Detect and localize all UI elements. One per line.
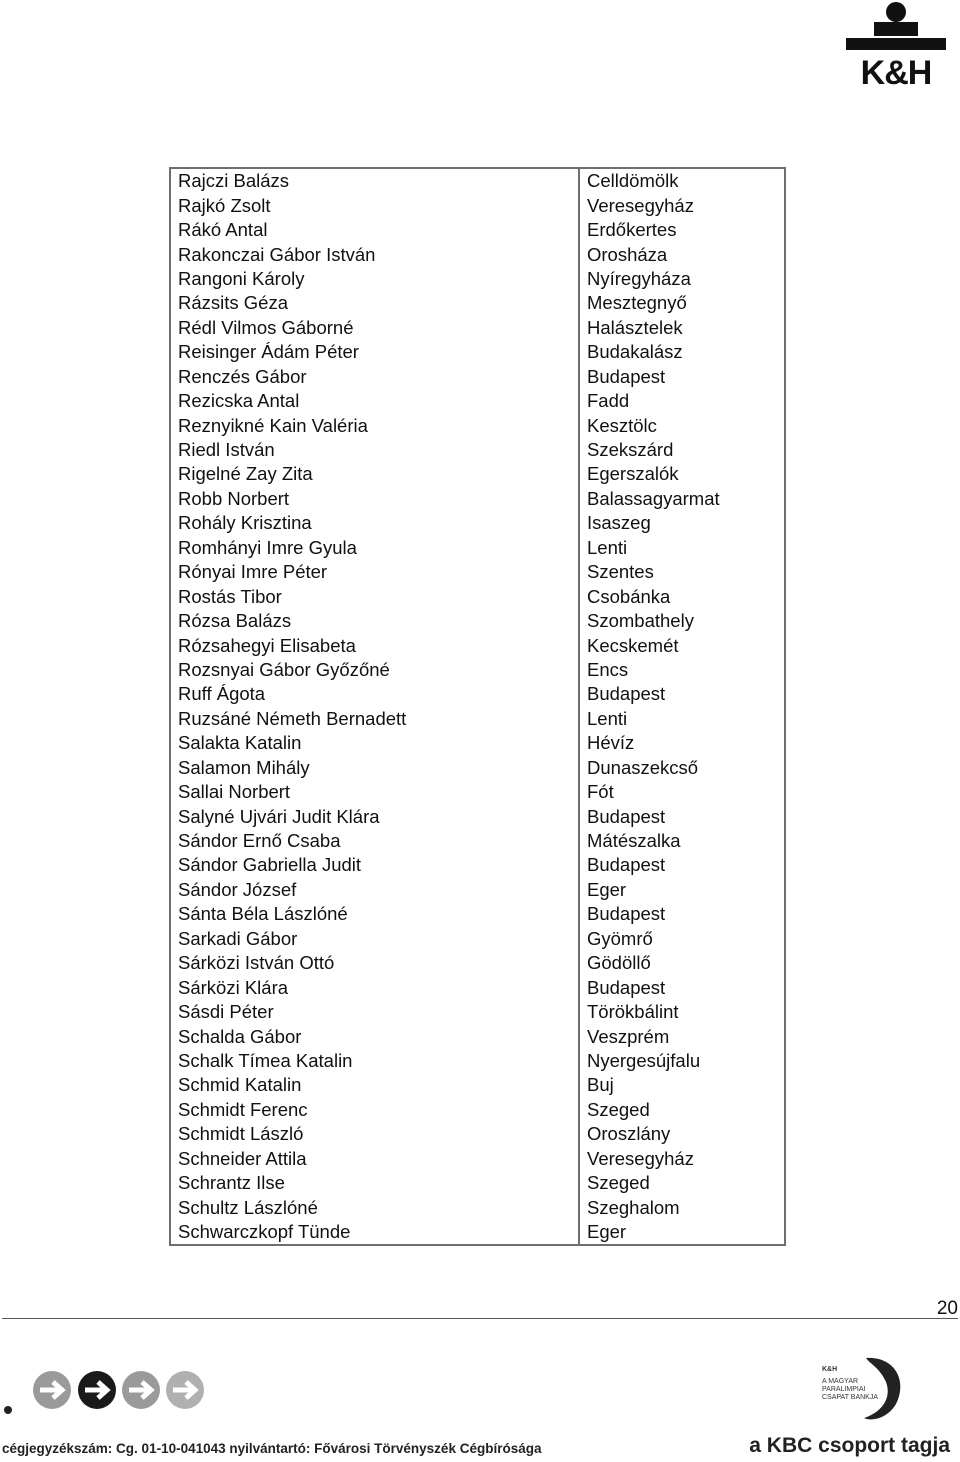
participant-name: Reisinger Ádám Péter	[170, 340, 579, 364]
participant-city: Nyergesújfalu	[579, 1049, 785, 1073]
participant-name: Rakonczai Gábor István	[170, 242, 579, 266]
table-row	[170, 804, 785, 828]
participant-name: Sarkadi Gábor	[170, 927, 579, 951]
table-row	[170, 902, 785, 926]
company-registry-text: cégjegyzékszám: Cg. 01-10-041043 nyilvántartó: Fővárosi Törvényszék Cégbírósága	[2, 1441, 542, 1456]
participant-name: Riedl István	[170, 438, 579, 462]
participant-city: Oroszlány	[579, 1122, 785, 1146]
participant-city: Budapest	[579, 682, 785, 706]
table-row	[170, 168, 785, 193]
table-row	[170, 389, 785, 413]
emblem-line: CSAPAT BANKJA	[822, 1394, 879, 1401]
kh-logo-mark	[840, 0, 952, 60]
table-row	[170, 487, 785, 511]
participant-name: Sásdi Péter	[170, 1000, 579, 1024]
table-row	[170, 1000, 785, 1024]
table-row	[170, 218, 785, 242]
participant-name: Rangoni Károly	[170, 267, 579, 291]
participant-name: Sárközi István Ottó	[170, 951, 579, 975]
participant-name: Reznyikné Kain Valéria	[170, 413, 579, 437]
participant-name: Sándor Gabriella Judit	[170, 853, 579, 877]
participant-name: Schrantz Ilse	[170, 1171, 579, 1195]
participant-city: Budapest	[579, 365, 785, 389]
table-row	[170, 975, 785, 999]
participant-name: Rákó Antal	[170, 218, 579, 242]
participant-name: Rajkó Zsolt	[170, 193, 579, 217]
participant-name: Salakta Katalin	[170, 731, 579, 755]
table-row	[170, 756, 785, 780]
participant-city: Szeged	[579, 1098, 785, 1122]
participant-name: Rezicska Antal	[170, 389, 579, 413]
table-row	[170, 633, 785, 657]
table-row	[170, 609, 785, 633]
participant-city: Mátészalka	[579, 829, 785, 853]
table-row	[170, 462, 785, 486]
footer-arrow-icons	[0, 1366, 220, 1416]
participant-city: Szentes	[579, 560, 785, 584]
table-row	[170, 438, 785, 462]
participant-city: Celldömölk	[579, 168, 785, 193]
table-row	[170, 193, 785, 217]
table-row	[170, 829, 785, 853]
participant-name: Sándor Ernő Csaba	[170, 829, 579, 853]
table-row	[170, 536, 785, 560]
table-row	[170, 927, 785, 951]
participant-city: Nyíregyháza	[579, 267, 785, 291]
participant-name: Ruff Ágota	[170, 682, 579, 706]
table-row	[170, 1195, 785, 1219]
participant-city: Halásztelek	[579, 316, 785, 340]
participant-city: Budakalász	[579, 340, 785, 364]
participant-city: Isaszeg	[579, 511, 785, 535]
participant-city: Budapest	[579, 804, 785, 828]
table-row	[170, 1147, 785, 1171]
participant-name: Rédl Vilmos Gáborné	[170, 316, 579, 340]
table-row	[170, 291, 785, 315]
participant-name: Schmidt László	[170, 1122, 579, 1146]
participant-name: Rostás Tibor	[170, 584, 579, 608]
participant-city: Mesztegnyő	[579, 291, 785, 315]
page-number: 20	[936, 1298, 958, 1319]
table-row	[170, 731, 785, 755]
participant-name: Schmid Katalin	[170, 1073, 579, 1097]
participant-name: Rajczi Balázs	[170, 168, 579, 193]
table-row	[170, 878, 785, 902]
table-row	[170, 365, 785, 389]
participant-name: Schalda Gábor	[170, 1024, 579, 1048]
participant-name: Sallai Norbert	[170, 780, 579, 804]
participant-city: Fót	[579, 780, 785, 804]
table-row	[170, 1073, 785, 1097]
participant-city: Erdőkertes	[579, 218, 785, 242]
participant-city: Fadd	[579, 389, 785, 413]
participant-city: Buj	[579, 1073, 785, 1097]
participant-name: Sárközi Klára	[170, 975, 579, 999]
participant-city: Budapest	[579, 902, 785, 926]
participant-name: Rozsnyai Gábor Győzőné	[170, 658, 579, 682]
emblem-line: A MAGYAR	[822, 1378, 859, 1385]
participant-city: Gyömrő	[579, 927, 785, 951]
participant-city: Veresegyház	[579, 1147, 785, 1171]
table-row	[170, 853, 785, 877]
kh-logo	[840, 0, 952, 92]
table-row	[170, 1220, 785, 1245]
table-row	[170, 658, 785, 682]
table-row	[170, 511, 785, 535]
participant-name: Schwarczkopf Tünde	[170, 1220, 579, 1245]
participant-name: Salyné Ujvári Judit Klára	[170, 804, 579, 828]
participant-name: Rohály Krisztina	[170, 511, 579, 535]
participant-city: Budapest	[579, 975, 785, 999]
table-row	[170, 1049, 785, 1073]
participant-name: Sánta Béla Lászlóné	[170, 902, 579, 926]
participant-name: Schmidt Ferenc	[170, 1098, 579, 1122]
participant-city: Kesztölc	[579, 413, 785, 437]
participant-name: Rózsa Balázs	[170, 609, 579, 633]
table-row	[170, 951, 785, 975]
participant-city: Hévíz	[579, 731, 785, 755]
participant-name: Salamon Mihály	[170, 756, 579, 780]
participant-name: Robb Norbert	[170, 487, 579, 511]
participant-city: Encs	[579, 658, 785, 682]
kbc-tagline: a KBC csoport tagja	[749, 1434, 950, 1457]
participant-city: Balassagyarmat	[579, 487, 785, 511]
footer-divider	[2, 1318, 958, 1319]
participant-city: Dunaszekcső	[579, 756, 785, 780]
participant-table	[169, 167, 786, 1246]
table-row	[170, 413, 785, 437]
participant-city: Eger	[579, 1220, 785, 1245]
participant-name: Romhányi Imre Gyula	[170, 536, 579, 560]
participant-city: Egerszalók	[579, 462, 785, 486]
participant-city: Törökbálint	[579, 1000, 785, 1024]
emblem-line: K&H	[822, 1366, 838, 1373]
participant-city: Lenti	[579, 536, 785, 560]
participant-city: Kecskemét	[579, 633, 785, 657]
participant-name: Rigelné Zay Zita	[170, 462, 579, 486]
participant-city: Budapest	[579, 853, 785, 877]
table-row	[170, 316, 785, 340]
participant-table-body	[170, 168, 785, 1245]
participant-city: Lenti	[579, 707, 785, 731]
table-row	[170, 1098, 785, 1122]
table-row	[170, 340, 785, 364]
participant-city: Szeghalom	[579, 1195, 785, 1219]
paralympic-emblem	[808, 1352, 912, 1424]
participant-name: Schneider Attila	[170, 1147, 579, 1171]
table-row	[170, 682, 785, 706]
table-row	[170, 242, 785, 266]
emblem-line: PARALIMPIAI	[822, 1386, 866, 1393]
table-row	[170, 1122, 785, 1146]
participant-city: Szombathely	[579, 609, 785, 633]
participant-name: Schalk Tímea Katalin	[170, 1049, 579, 1073]
participant-name: Sándor József	[170, 878, 579, 902]
footer-dot-icon	[4, 1406, 12, 1414]
participant-city: Csobánka	[579, 584, 785, 608]
table-row	[170, 707, 785, 731]
participant-city: Veszprém	[579, 1024, 785, 1048]
logo-wordmark: K&H	[860, 54, 932, 92]
table-row	[170, 1024, 785, 1048]
participant-name: Rázsits Géza	[170, 291, 579, 315]
table-row	[170, 267, 785, 291]
participant-city: Orosháza	[579, 242, 785, 266]
participant-city: Szekszárd	[579, 438, 785, 462]
participant-city: Veresegyház	[579, 193, 785, 217]
participant-name: Rónyai Imre Péter	[170, 560, 579, 584]
table-row	[170, 780, 785, 804]
participant-name: Rózsahegyi Elisabeta	[170, 633, 579, 657]
participant-city: Eger	[579, 878, 785, 902]
table-row	[170, 560, 785, 584]
participant-name: Ruzsáné Németh Bernadett	[170, 707, 579, 731]
table-row	[170, 584, 785, 608]
participant-city: Gödöllő	[579, 951, 785, 975]
participant-name: Schultz Lászlóné	[170, 1195, 579, 1219]
participant-city: Szeged	[579, 1171, 785, 1195]
participant-name: Renczés Gábor	[170, 365, 579, 389]
table-row	[170, 1171, 785, 1195]
